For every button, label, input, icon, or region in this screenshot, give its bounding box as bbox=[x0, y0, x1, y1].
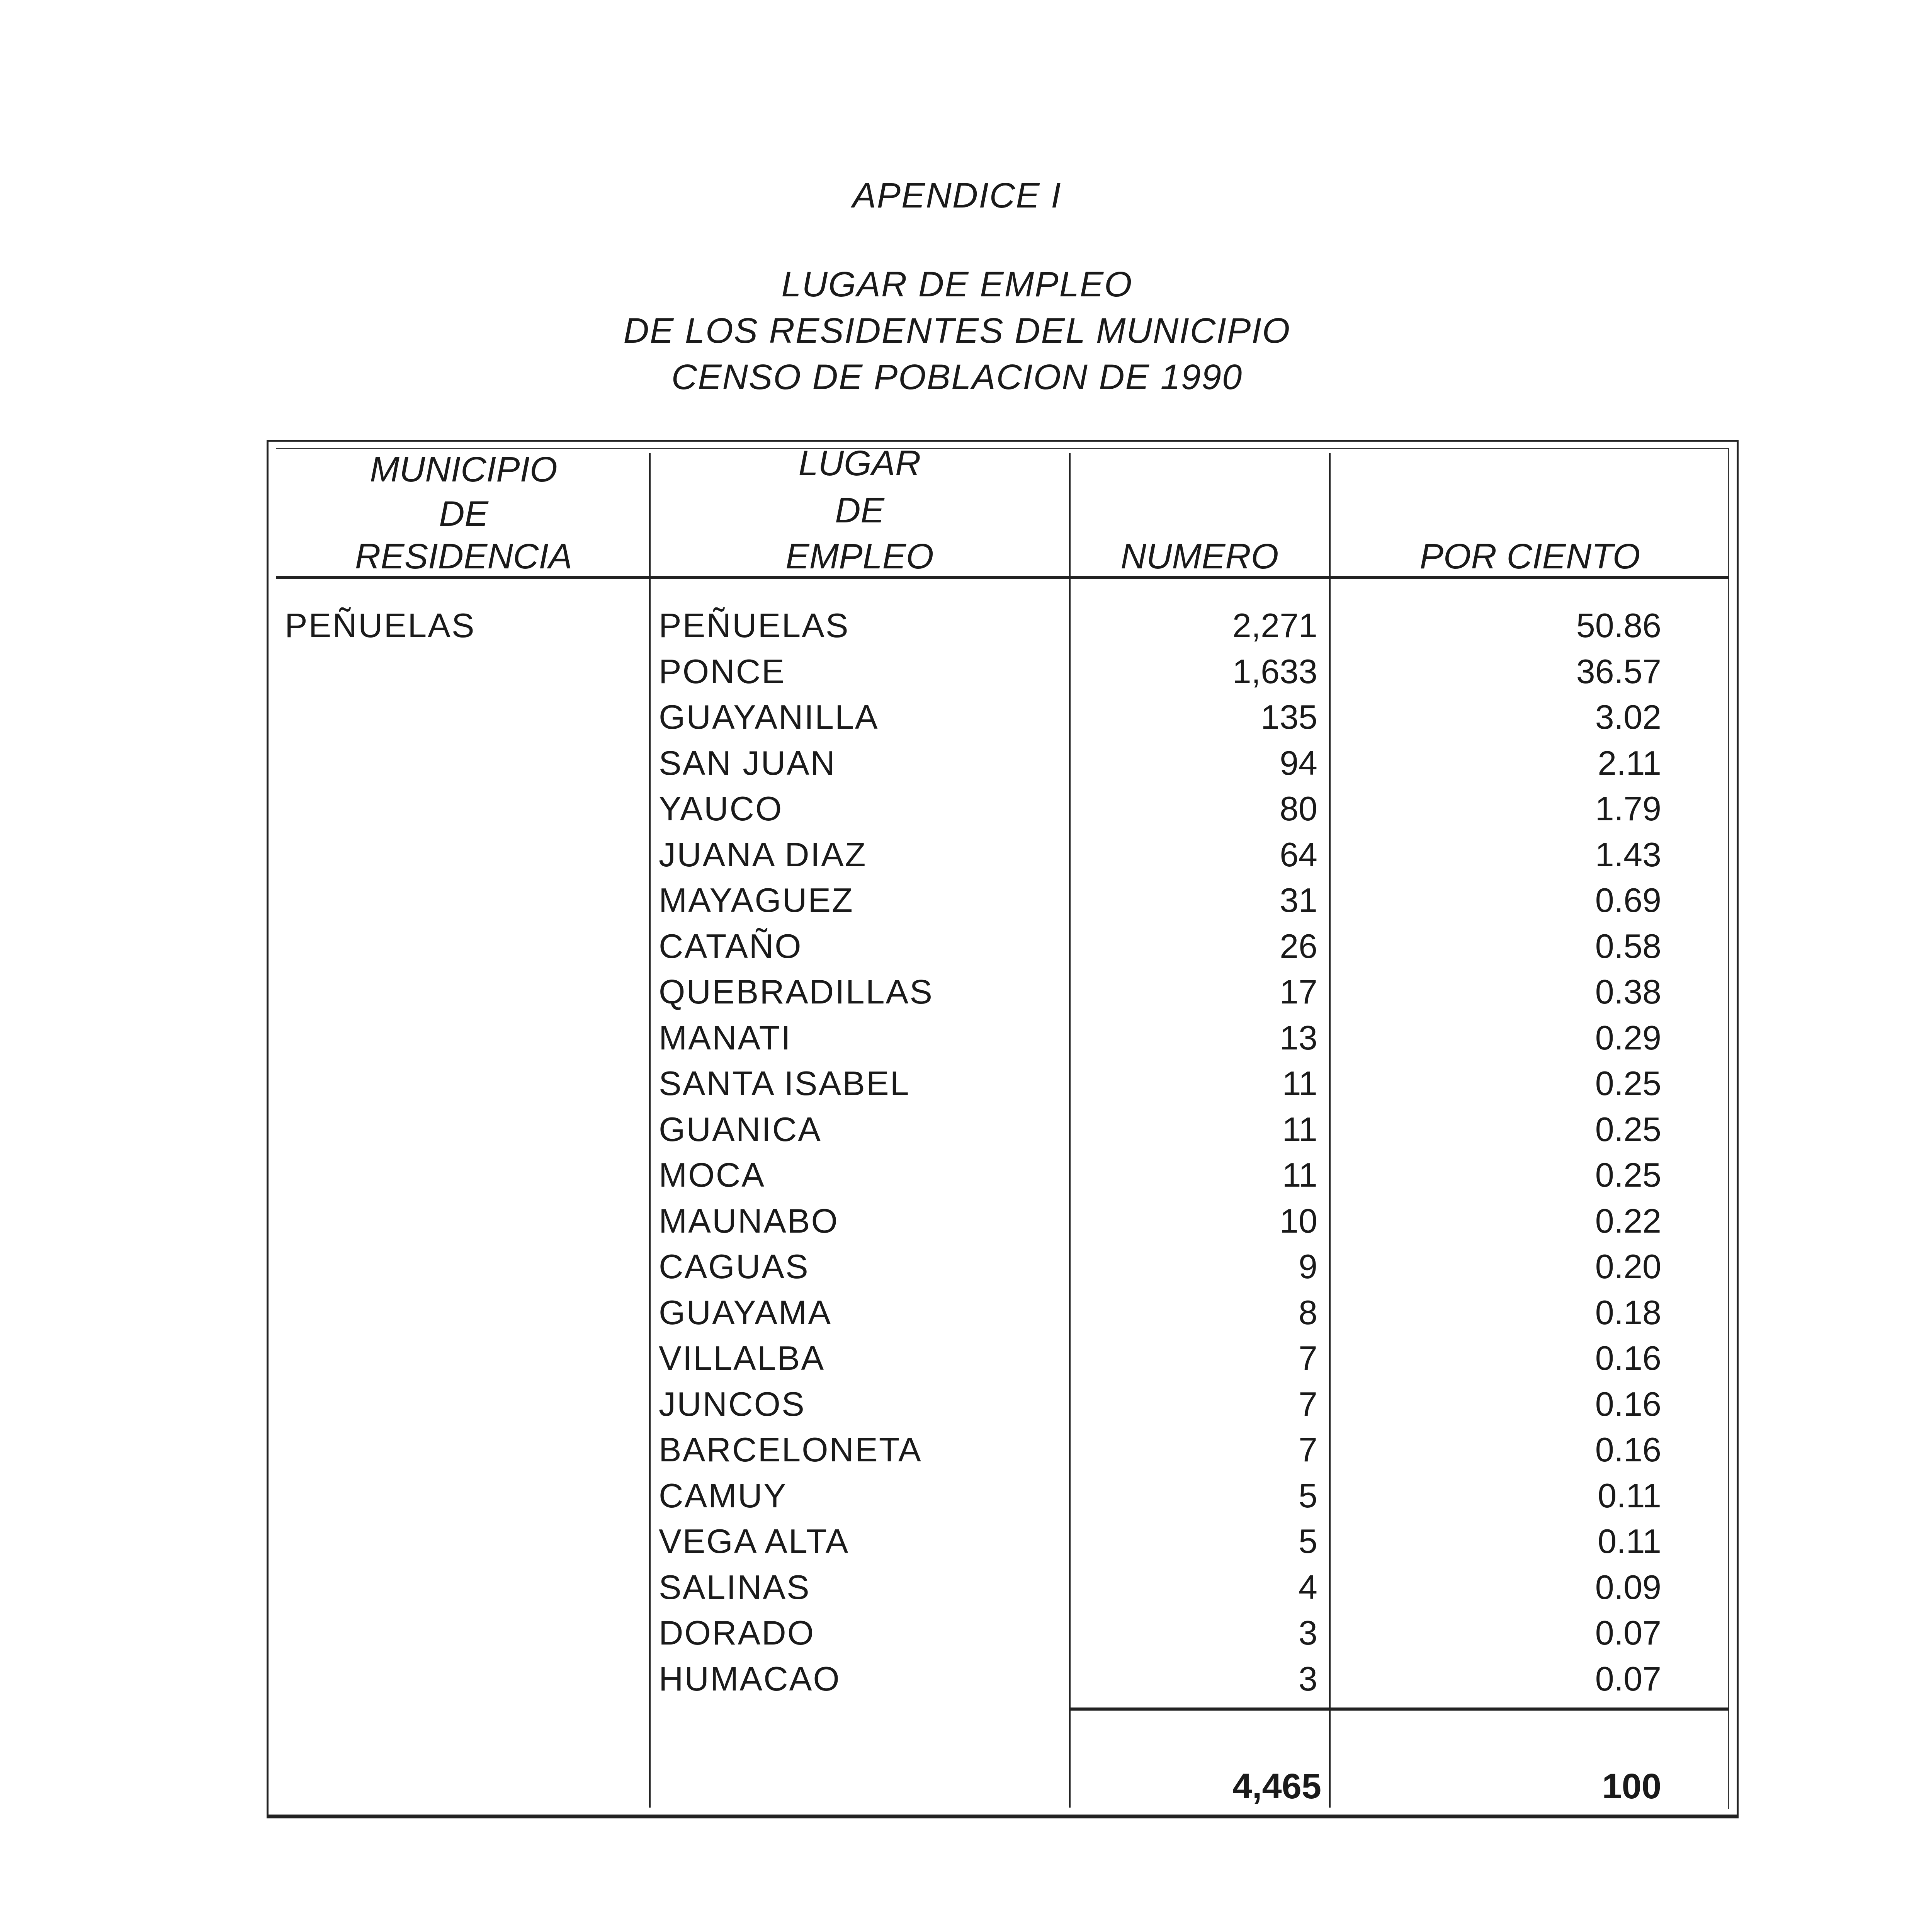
row-number: 11 bbox=[1282, 1064, 1317, 1102]
row-percent: 0.16 bbox=[1595, 1384, 1661, 1423]
row-number: 2,271 bbox=[1232, 606, 1317, 645]
row-percent: 0.25 bbox=[1595, 1110, 1661, 1148]
row-workplace: SANTA ISABEL bbox=[659, 1064, 910, 1102]
total-number: 4,465 bbox=[1232, 1767, 1321, 1806]
subtitle-line-3: CENSO DE POBLACION DE 1990 bbox=[671, 357, 1243, 397]
total-separator bbox=[1069, 1708, 1729, 1711]
row-number: 3 bbox=[1299, 1614, 1317, 1652]
column-divider-3 bbox=[1329, 453, 1331, 1808]
row-percent: 1.79 bbox=[1595, 789, 1661, 828]
column-divider-2 bbox=[1069, 453, 1071, 1808]
row-workplace: MAUNABO bbox=[659, 1201, 839, 1240]
row-percent: 0.16 bbox=[1595, 1430, 1661, 1469]
row-number: 7 bbox=[1299, 1384, 1317, 1423]
row-workplace: DORADO bbox=[659, 1614, 815, 1652]
row-number: 4 bbox=[1299, 1568, 1317, 1606]
row-number: 10 bbox=[1280, 1201, 1317, 1240]
row-workplace: GUANICA bbox=[659, 1110, 822, 1148]
residence-municipality: PEÑUELAS bbox=[285, 606, 476, 645]
row-workplace: MOCA bbox=[659, 1156, 765, 1194]
row-workplace: QUEBRADILLAS bbox=[659, 973, 933, 1011]
header-residence-line-3: RESIDENCIA bbox=[355, 537, 573, 576]
row-number: 26 bbox=[1280, 927, 1317, 965]
row-workplace: CAMUY bbox=[659, 1476, 787, 1515]
row-percent: 0.16 bbox=[1595, 1339, 1661, 1377]
row-percent: 36.57 bbox=[1576, 652, 1661, 690]
row-number: 64 bbox=[1280, 835, 1317, 874]
row-workplace: YAUCO bbox=[659, 789, 783, 828]
row-workplace: VEGA ALTA bbox=[659, 1522, 850, 1560]
row-workplace: CATAÑO bbox=[659, 927, 802, 965]
page-title: APENDICE I bbox=[852, 176, 1062, 215]
row-number: 9 bbox=[1299, 1247, 1317, 1286]
header-workplace-line-3: EMPLEO bbox=[785, 537, 934, 576]
subtitle-line-1: LUGAR DE EMPLEO bbox=[781, 265, 1133, 304]
row-number: 5 bbox=[1299, 1522, 1317, 1560]
row-percent: 0.11 bbox=[1598, 1476, 1661, 1515]
row-workplace: HUMACAO bbox=[659, 1659, 841, 1698]
header-percent: POR CIENTO bbox=[1419, 537, 1640, 576]
row-number: 7 bbox=[1299, 1430, 1317, 1469]
row-percent: 0.11 bbox=[1598, 1522, 1661, 1560]
row-workplace: BARCELONETA bbox=[659, 1430, 922, 1469]
row-workplace: SAN JUAN bbox=[659, 743, 836, 782]
row-workplace: VILLALBA bbox=[659, 1339, 825, 1377]
row-workplace: GUAYAMA bbox=[659, 1293, 832, 1332]
row-number: 31 bbox=[1280, 881, 1317, 919]
row-workplace: MAYAGUEZ bbox=[659, 881, 854, 919]
subtitle-line-2: DE LOS RESIDENTES DEL MUNICIPIO bbox=[623, 311, 1291, 350]
row-percent: 0.20 bbox=[1595, 1247, 1661, 1286]
row-percent: 1.43 bbox=[1595, 835, 1661, 874]
row-percent: 0.25 bbox=[1595, 1064, 1661, 1102]
column-divider-1 bbox=[649, 453, 651, 1808]
row-number: 135 bbox=[1261, 698, 1317, 736]
header-residence-line-1: MUNICIPIO bbox=[370, 450, 558, 489]
row-percent: 0.29 bbox=[1595, 1018, 1661, 1057]
row-percent: 0.58 bbox=[1595, 927, 1661, 965]
row-percent: 0.09 bbox=[1595, 1568, 1661, 1606]
row-workplace: JUNCOS bbox=[659, 1384, 806, 1423]
header-residence-line-2: DE bbox=[439, 494, 488, 534]
row-number: 8 bbox=[1299, 1293, 1317, 1332]
row-percent: 50.86 bbox=[1576, 606, 1661, 645]
row-number: 5 bbox=[1299, 1476, 1317, 1515]
row-percent: 0.22 bbox=[1595, 1201, 1661, 1240]
row-workplace: MANATI bbox=[659, 1018, 792, 1057]
row-workplace: CAGUAS bbox=[659, 1247, 809, 1286]
row-workplace: PONCE bbox=[659, 652, 785, 690]
row-number: 7 bbox=[1299, 1339, 1317, 1377]
employment-table bbox=[267, 440, 1739, 1818]
row-number: 17 bbox=[1280, 973, 1317, 1011]
row-number: 13 bbox=[1280, 1018, 1317, 1057]
row-percent: 0.18 bbox=[1595, 1293, 1661, 1332]
row-number: 80 bbox=[1280, 789, 1317, 828]
row-number: 3 bbox=[1299, 1659, 1317, 1698]
row-percent: 0.38 bbox=[1595, 973, 1661, 1011]
row-workplace: SALINAS bbox=[659, 1568, 811, 1606]
row-percent: 0.69 bbox=[1595, 881, 1661, 919]
row-number: 1,633 bbox=[1232, 652, 1317, 690]
row-percent: 0.07 bbox=[1595, 1659, 1661, 1698]
row-percent: 2.11 bbox=[1598, 743, 1661, 782]
row-workplace: GUAYANILLA bbox=[659, 698, 879, 736]
header-workplace-line-1: LUGAR bbox=[798, 444, 921, 483]
row-number: 94 bbox=[1280, 743, 1317, 782]
row-percent: 0.07 bbox=[1595, 1614, 1661, 1652]
row-workplace: JUANA DIAZ bbox=[659, 835, 867, 874]
header-number: NUMERO bbox=[1120, 537, 1279, 576]
header-workplace-line-2: DE bbox=[835, 491, 884, 530]
row-number: 11 bbox=[1282, 1110, 1317, 1148]
row-percent: 3.02 bbox=[1595, 698, 1661, 736]
row-number: 11 bbox=[1282, 1156, 1317, 1194]
row-workplace: PEÑUELAS bbox=[659, 606, 850, 645]
row-percent: 0.25 bbox=[1595, 1156, 1661, 1194]
total-percent: 100 bbox=[1602, 1767, 1661, 1806]
